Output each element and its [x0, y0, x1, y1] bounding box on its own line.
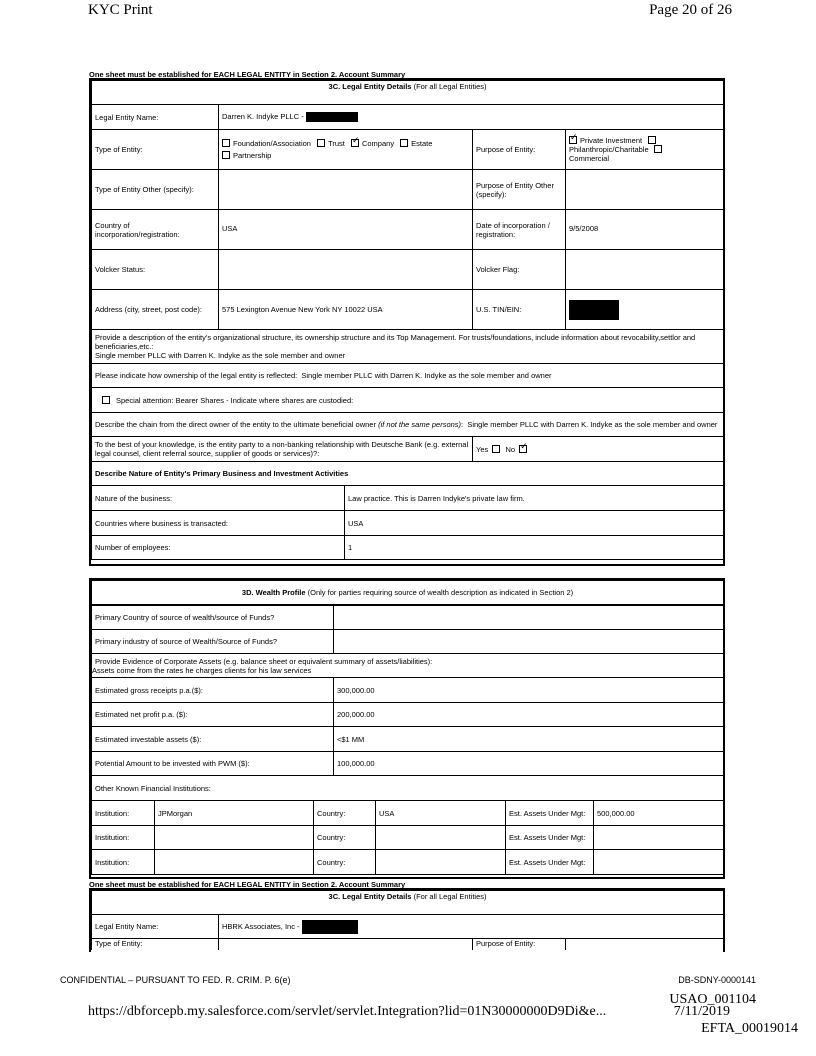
gross-value: 300,000.00: [334, 678, 724, 703]
institution-name: [155, 826, 314, 850]
institution-est-label: Est. Assets Under Mgt:: [506, 826, 594, 850]
type-of-entity-label-2: Type of Entity:: [92, 939, 219, 950]
section-3c-second-title: 3C. Legal Entity Details (For all Legal Entities): [92, 891, 724, 915]
type-other-value[interactable]: [219, 170, 473, 210]
primary-industry-label: Primary industry of source of Wealth/Source of Funds?: [92, 630, 334, 654]
ownership-cell: [92, 364, 724, 388]
date-value: 9/5/2008: [566, 210, 724, 250]
institution-label: Institution:: [92, 850, 155, 875]
institution-row: [92, 826, 724, 850]
description-cell: [92, 330, 724, 364]
net-value: 200,000.00: [334, 703, 724, 727]
print-date: 7/11/2019: [673, 1004, 730, 1019]
institution-est-label: Est. Assets Under Mgt:: [506, 801, 594, 826]
philanthropic-checkbox[interactable]: [648, 136, 656, 144]
redaction-box: [302, 920, 358, 934]
section-3d-table: [91, 580, 724, 875]
other-fi-label: Other Known Financial Institutions:: [92, 776, 724, 801]
nonbanking-answer: [473, 437, 724, 462]
special-attention-cell: [92, 388, 724, 413]
purpose-label-2: Purpose of Entity:: [473, 939, 566, 950]
section-3c-table: [91, 80, 724, 560]
yes-label: Yes: [476, 444, 489, 454]
nature-value: Law practice. This is Darren Indyke's private law firm.: [345, 486, 724, 511]
estate-label: Estate: [411, 139, 433, 148]
potential-value: 100,000.00: [334, 752, 724, 776]
confidential-notice: CONFIDENTIAL – PURSUANT TO FED. R. CRIM. P. 6(e): [60, 975, 291, 985]
chain-prompt: Describe the chain from the direct owner of the entity to the ultimate beneficial owner: [95, 420, 376, 429]
institution-label: Institution:: [92, 801, 155, 826]
evidence-cell: [92, 654, 724, 678]
section-3d-title: 3D. Wealth Profile (Only for parties requiring source of wealth description as indicated in Section 2): [92, 581, 724, 605]
institution-country: [376, 826, 506, 850]
page-number: Page 20 of 26: [649, 2, 732, 18]
usao-number: USAO_001104: [669, 992, 756, 1007]
volcker-flag-label: Volcker Flag:: [473, 250, 566, 290]
description-prompt: Provide a description of the entity's organizational structure, its ownership structure and its Top Management. For trusts/foundations, include information about revocability,settlor and beneficiaries,etc.:: [95, 333, 696, 351]
institution-label: Institution:: [92, 826, 155, 850]
country-value: USA: [219, 210, 473, 250]
institution-country-label: Country:: [314, 801, 376, 826]
volcker-status-label: Volcker Status:: [92, 250, 219, 290]
purpose-label: Purpose of Entity:: [473, 130, 566, 170]
institution-row: [92, 850, 724, 875]
date-label: Date of incorporation / registration:: [473, 210, 566, 250]
gross-label: Estimated gross receipts p.a.($):: [92, 678, 334, 703]
employees-value: 1: [345, 536, 724, 560]
partnership-label: Partnership: [233, 151, 272, 160]
evidence-value: Assets come from the rates he charges clients for his law services: [92, 665, 312, 675]
purpose-other-value[interactable]: [566, 170, 724, 210]
sheet-note: One sheet must be established for EACH LEGAL ENTITY in Section 2. Account Summary: [89, 70, 406, 79]
type-of-entity-options: [219, 130, 473, 170]
redaction-box: [306, 112, 358, 122]
volcker-flag-value: [566, 250, 724, 290]
purpose-options: [566, 130, 724, 170]
section-3c-second-table: [91, 890, 724, 950]
volcker-status-value: [219, 250, 473, 290]
estate-checkbox[interactable]: [400, 139, 408, 147]
efta-number: EFTA_00019014: [701, 1021, 798, 1036]
institution-assets: [594, 850, 724, 875]
ownership-prompt: Please indicate how ownership of the legal entity is reflected:: [95, 371, 298, 380]
legal-entity-name-label: Legal Entity Name:: [92, 105, 219, 130]
institution-country-label: Country:: [314, 850, 376, 875]
tin-value: [566, 290, 724, 330]
private-investment-label: Private Investment: [580, 136, 643, 145]
institution-country: USA: [376, 801, 506, 826]
tin-label: U.S. TIN/EIN:: [473, 290, 566, 330]
legal-entity-name-value-2: HBRK Associates, Inc -: [219, 915, 724, 939]
countries-value: USA: [345, 511, 724, 536]
potential-label: Potential Amount to be invested with PWM ($):: [92, 752, 334, 776]
foundation-label: Foundation/Association: [233, 139, 311, 148]
trust-checkbox[interactable]: [317, 139, 325, 147]
commercial-label: Commercial: [569, 154, 610, 163]
institution-est-label: Est. Assets Under Mgt:: [506, 850, 594, 875]
institution-name: JPMorgan: [155, 801, 314, 826]
philanthropic-label: Philanthropic/Charitable: [569, 145, 649, 154]
primary-country-label: Primary Country of source of wealth/source of Funds?: [92, 605, 334, 630]
bates-number: DB-SDNY-0000141: [678, 975, 756, 985]
ownership-value: Single member PLLC with Darren K. Indyke as the sole member and owner: [301, 371, 552, 380]
chain-value: Single member PLLC with Darren K. Indyke as the sole member and owner: [467, 420, 718, 429]
nature-heading: Describe Nature of Entity's Primary Business and Investment Activities: [92, 462, 724, 486]
investable-value: <$1 MM: [334, 727, 724, 752]
section-3c-title: 3C. Legal Entity Details (For all Legal Entities): [92, 81, 724, 105]
countries-label: Countries where business is transacted:: [92, 511, 345, 536]
legal-entity-name-value: Darren K. Indyke PLLC -: [219, 105, 724, 130]
print-title: KYC Print: [88, 2, 153, 18]
no-checkbox[interactable]: [519, 445, 527, 453]
redaction-box: [569, 300, 619, 320]
evidence-prompt: Provide Evidence of Corporate Assets (e.g. balance sheet or equivalent summary of assets/liabilities):: [95, 656, 433, 666]
source-url: https://dbforcepb.my.salesforce.com/servlet/servlet.Integration?lid=01N30000000D9Di&e...: [88, 1004, 607, 1019]
company-label: Company: [361, 139, 395, 148]
type-of-entity-label: Type of Entity:: [92, 130, 219, 170]
purpose-value-2: [566, 939, 724, 950]
no-label: No: [505, 444, 516, 454]
country-label: Country of incorporation/registration:: [92, 210, 219, 250]
address-value: 575 Lexington Avenue New York NY 10022 USA: [219, 290, 473, 330]
bearer-shares-checkbox[interactable]: [102, 396, 110, 404]
trust-label: Trust: [328, 139, 345, 148]
legal-entity-name-label-2: Legal Entity Name:: [92, 915, 219, 939]
nonbanking-prompt: To the best of your knowledge, is the entity party to a non-banking relationship with Deutsche Bank (e.g. external legal counsel, client referral source, supplier of goods or services)?:: [92, 437, 473, 462]
yes-checkbox[interactable]: [492, 445, 500, 453]
institution-country-label: Country:: [314, 826, 376, 850]
investable-label: Estimated investable assets ($):: [92, 727, 334, 752]
type-other-label: Type of Entity Other (specify):: [92, 170, 219, 210]
purpose-other-label: Purpose of Entity Other (specify):: [473, 170, 566, 210]
company-checkbox[interactable]: [351, 139, 359, 147]
institution-assets: [594, 826, 724, 850]
primary-industry-value: [334, 630, 724, 654]
nature-label: Nature of the business:: [92, 486, 345, 511]
primary-country-value: [334, 605, 724, 630]
employees-label: Number of employees:: [92, 536, 345, 560]
chain-italic: (if not the same persons): [378, 420, 462, 429]
sheet-note-second: One sheet must be established for EACH LEGAL ENTITY in Section 2. Account Summary: [89, 880, 406, 889]
partnership-checkbox[interactable]: [222, 151, 230, 159]
foundation-checkbox[interactable]: [222, 139, 230, 147]
institution-country: [376, 850, 506, 875]
commercial-checkbox[interactable]: [654, 145, 662, 153]
description-value: Single member PLLC with Darren K. Indyke as the sole member and owner: [95, 351, 346, 360]
net-label: Estimated net profit p.a. ($):: [92, 703, 334, 727]
institution-assets: 500,000.00: [594, 801, 724, 826]
institution-name: [155, 850, 314, 875]
address-label: Address (city, street, post code):: [92, 290, 219, 330]
chain-cell: Describe the chain from the direct owner of the entity to the ultimate beneficial owner (if not the same persons): Single member PLLC with Darren K. Indyke as the sole member and owner: [92, 413, 724, 437]
private-investment-checkbox[interactable]: [569, 136, 577, 144]
special-attention-label: Special attention: Bearer Shares - Indicate where shares are custodied:: [116, 395, 354, 405]
institution-row: [92, 801, 724, 826]
type-of-entity-value-2: [219, 939, 473, 950]
